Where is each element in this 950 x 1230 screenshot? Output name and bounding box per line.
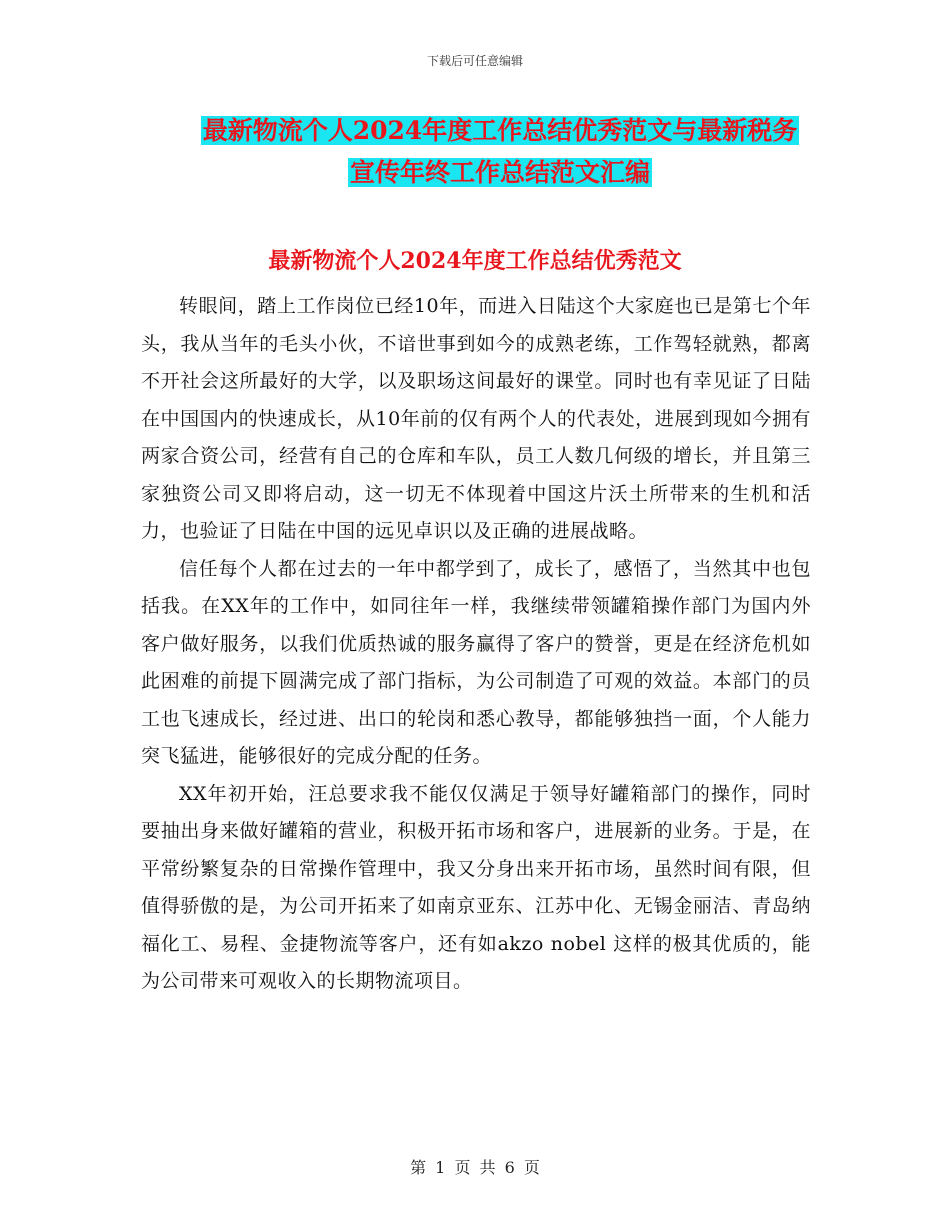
document-title <box>140 110 860 194</box>
paragraph: XX年初开始，汪总要求我不能仅仅满足于领导好罐箱部门的操作，同时要抽出身来做好罐箱的营业，积极开拓市场和客户，进展新的业务。于是，在平常纷繁复杂的日常操作管理中，我又分身出来开拓市场，虽然时间有限，但值得骄傲的是，为公司开拓来了如南京亚东、江苏中化、无锡金丽洁、青岛纳福化工、易程、金捷物流等客户，还有如akzo nobel 这样的极其优质的，能为公司带来可观收入的长期物流项目。 <box>141 782 811 992</box>
document-body <box>141 288 811 1001</box>
page-header-note: 下载后可任意编辑 <box>426 54 523 68</box>
paragraph: 转眼间，踏上工作岗位已经10年，而进入日陆这个大家庭也已是第七个年头，我从当年的毛头小伙，不谙世事到如今的成熟老练，工作驾轻就熟，都离不开社会这所最好的大学，以及职场这间最好的课堂。同时也有幸见证了日陆在中国国内的快速成长，从10年前的仅有两个人的代表处，进展到现如今拥有两家合资公司，经营有自己的仓库和车队，员工人数几何级的增长，并且第三家独资公司又即将启动，这一切无不体现着中国这片沃土所带来的生机和活力，也验证了日陆在中国的远见卓识以及正确的进展战略。 <box>141 295 811 542</box>
section-title: 最新物流个人2024年度工作总结优秀范文 <box>268 248 682 274</box>
paragraph: 信任每个人都在过去的一年中都学到了，成长了，感悟了，当然其中也包括我。在XX年的工作中，如同往年一样，我继续带领罐箱操作部门为国内外客户做好服务，以我们优质热诚的服务赢得了客户的赞誉，更是在经济危机如此困难的前提下圆满完成了部门指标，为公司制造了可观的效益。本部门的员工也飞速成长，经过进、出口的轮岗和悉心教导，都能够独挡一面，个人能力突飞猛进，能够很好的完成分配的任务。 <box>141 557 811 767</box>
page-number: 第 1 页 共 6 页 <box>410 1158 540 1177</box>
document-title-line-1: 最新物流个人2024年度工作总结优秀范文与最新税务 <box>202 116 798 145</box>
document-title-line-2: 宣传年终工作总结范文汇编 <box>349 158 650 187</box>
